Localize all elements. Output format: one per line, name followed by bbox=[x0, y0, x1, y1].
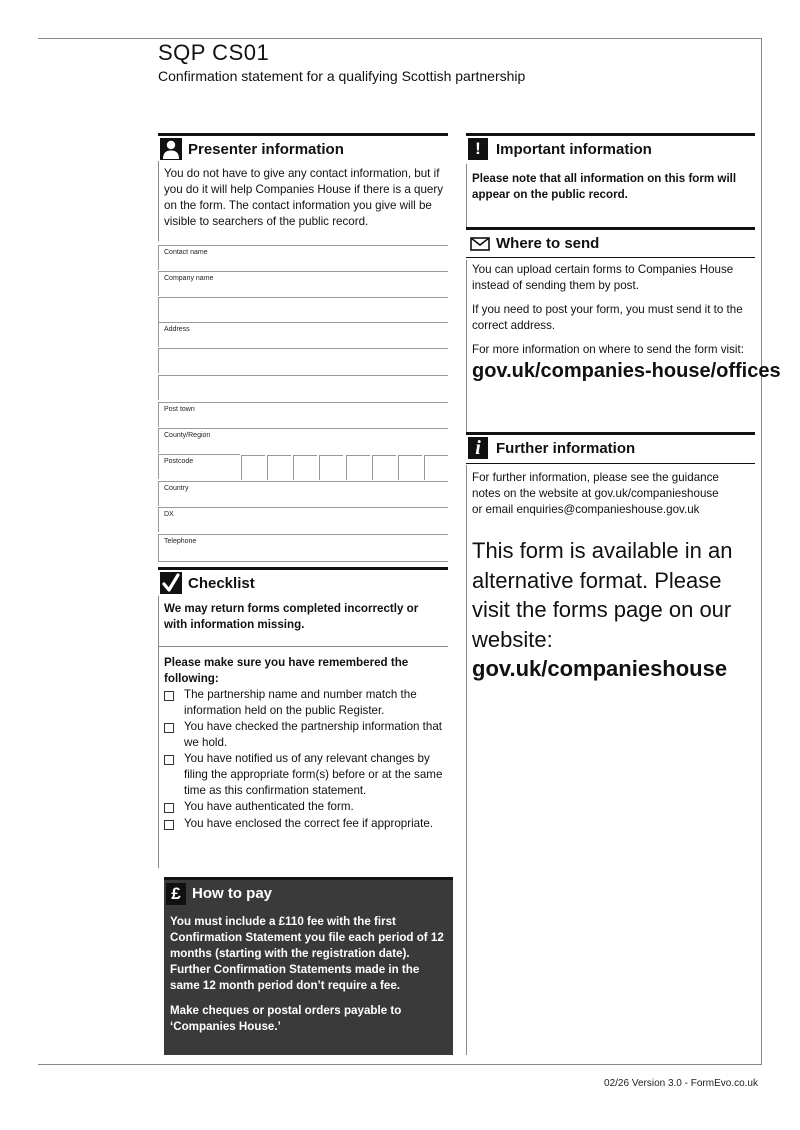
offices-link[interactable]: gov.uk/companies-house/offices bbox=[472, 360, 781, 382]
bottom-rule bbox=[38, 1064, 762, 1065]
checklist-item[interactable] bbox=[164, 799, 449, 815]
further-info-title: Further information bbox=[496, 440, 636, 457]
person-icon bbox=[160, 138, 182, 160]
address-field[interactable] bbox=[158, 322, 448, 347]
county-region-field[interactable] bbox=[158, 428, 448, 453]
how-to-pay-title: How to pay bbox=[192, 885, 273, 902]
address-label: Address bbox=[164, 326, 190, 333]
where-to-send-section-header bbox=[466, 227, 755, 260]
presenter-intro: You do not have to give any contact information, but if you do it will help Companies House if there is a query on the form. The contact information you give will be visible to searchers of the public record. bbox=[164, 167, 444, 228]
post-town-field[interactable] bbox=[158, 402, 448, 427]
telephone-field[interactable] bbox=[158, 534, 448, 562]
country-field[interactable] bbox=[158, 481, 448, 506]
how-to-pay-box bbox=[164, 877, 453, 1055]
important-title: Important information bbox=[496, 141, 652, 158]
post-town-label: Post town bbox=[164, 406, 195, 413]
alternative-format-text: This form is available in an alternative format. Please visit the forms page on our website: bbox=[472, 538, 733, 652]
cheques-text: Make cheques or postal orders payable to ‘Companies House.’ bbox=[170, 1004, 402, 1033]
checkbox[interactable] bbox=[164, 691, 174, 701]
telephone-label: Telephone bbox=[164, 538, 197, 545]
checkbox[interactable] bbox=[164, 820, 174, 830]
form-title: Confirmation statement for a qualifying Scottish partnership bbox=[158, 68, 526, 84]
form-code: SQP CS01 bbox=[158, 40, 270, 65]
presenter-left-rule bbox=[158, 161, 159, 241]
further-info-line2: notes on the website at gov.uk/companieshouse bbox=[472, 487, 719, 500]
contact-name-field[interactable] bbox=[158, 245, 448, 270]
postcode-char-box[interactable] bbox=[241, 455, 265, 480]
further-info-underline bbox=[466, 463, 755, 464]
checklist-item-text: You have authenticated the form. bbox=[184, 800, 354, 813]
checklist-item-text: You have checked the partnership information that we hold. bbox=[184, 720, 443, 749]
presenter-title: Presenter information bbox=[188, 141, 344, 158]
checkmark-icon bbox=[160, 572, 182, 594]
postcode-char-box[interactable] bbox=[293, 455, 317, 480]
top-rule bbox=[38, 38, 762, 39]
checklist-item[interactable] bbox=[164, 816, 449, 832]
further-info-section-header bbox=[466, 432, 755, 465]
checkbox[interactable] bbox=[164, 803, 174, 813]
where-to-send-underline bbox=[466, 257, 755, 258]
postcode-char-box[interactable] bbox=[319, 455, 343, 480]
postcode-char-box[interactable] bbox=[267, 455, 291, 480]
important-text: Please note that all information on this form will appear on the public record. bbox=[472, 172, 737, 201]
address-field-line2[interactable] bbox=[158, 348, 448, 373]
checklist-item-text: You have enclosed the correct fee if appropriate. bbox=[184, 817, 433, 830]
important-section-header bbox=[466, 133, 755, 164]
fee-text: You must include a £110 fee with the first Confirmation Statement you file each period of 12 months (starting with the registration date). Further Confirmation Statements made in the same 12 month period don’t require a fee. bbox=[170, 915, 444, 992]
further-info-line3: or email enquiries@companieshouse.gov.uk bbox=[472, 503, 700, 516]
checklist-item-text: You have notified us of any relevant changes by filing the appropriate form(s) before or at the same time as this confirmation statement. bbox=[184, 752, 443, 797]
upload-text: You can upload certain forms to Companies House instead of sending them by post. bbox=[472, 263, 734, 292]
companieshouse-link[interactable]: gov.uk/companieshouse bbox=[472, 656, 728, 681]
contact-name-label: Contact name bbox=[164, 249, 208, 256]
alternative-format-notice bbox=[472, 536, 762, 684]
checklist-item[interactable] bbox=[164, 751, 449, 799]
post-text: If you need to post your form, you must send it to the correct address. bbox=[472, 303, 743, 332]
dx-field[interactable] bbox=[158, 507, 448, 532]
company-name-label: Company name bbox=[164, 275, 214, 282]
right-column-rule bbox=[466, 133, 467, 1055]
checklist-section-header bbox=[158, 567, 448, 598]
postcode-label: Postcode bbox=[164, 458, 194, 465]
county-region-label: County/Region bbox=[164, 432, 211, 439]
checklist-left-rule bbox=[158, 596, 159, 868]
checklist-title: Checklist bbox=[188, 575, 255, 592]
company-name-field[interactable] bbox=[158, 271, 448, 296]
further-info-line1: For further information, please see the guidance bbox=[472, 471, 719, 484]
checklist-divider bbox=[158, 646, 448, 647]
info-icon: i bbox=[468, 437, 488, 459]
exclamation-icon: ! bbox=[468, 138, 488, 160]
checkbox[interactable] bbox=[164, 755, 174, 765]
envelope-icon bbox=[468, 232, 492, 256]
postcode-field bbox=[158, 454, 240, 479]
checklist-item[interactable] bbox=[164, 719, 449, 751]
footer-version: 02/26 Version 3.0 - FormEvo.co.uk bbox=[604, 1078, 758, 1089]
how-to-pay-header bbox=[164, 877, 453, 906]
company-name-field-line2[interactable] bbox=[158, 297, 448, 322]
where-to-send-title: Where to send bbox=[496, 235, 600, 252]
checkbox[interactable] bbox=[164, 723, 174, 733]
checklist-reminder: Please make sure you have remembered the following: bbox=[164, 656, 409, 685]
postcode-char-box[interactable] bbox=[372, 455, 396, 480]
checklist-warning: We may return forms completed incorrectly or with information missing. bbox=[164, 602, 419, 631]
telephone-bottom-rule bbox=[158, 561, 448, 562]
presenter-section-header bbox=[158, 133, 448, 164]
more-info-text: For more information on where to send the form visit: bbox=[472, 343, 744, 356]
checklist-item[interactable] bbox=[164, 687, 449, 719]
postcode-char-box[interactable] bbox=[424, 455, 448, 480]
address-field-line3[interactable] bbox=[158, 375, 448, 400]
dx-label: DX bbox=[164, 511, 174, 518]
postcode-char-box[interactable] bbox=[346, 455, 370, 480]
postcode-char-box[interactable] bbox=[398, 455, 422, 480]
country-label: Country bbox=[164, 485, 189, 492]
pound-icon: £ bbox=[166, 883, 186, 905]
checklist-item-text: The partnership name and number match the information held on the public Register. bbox=[184, 688, 417, 717]
